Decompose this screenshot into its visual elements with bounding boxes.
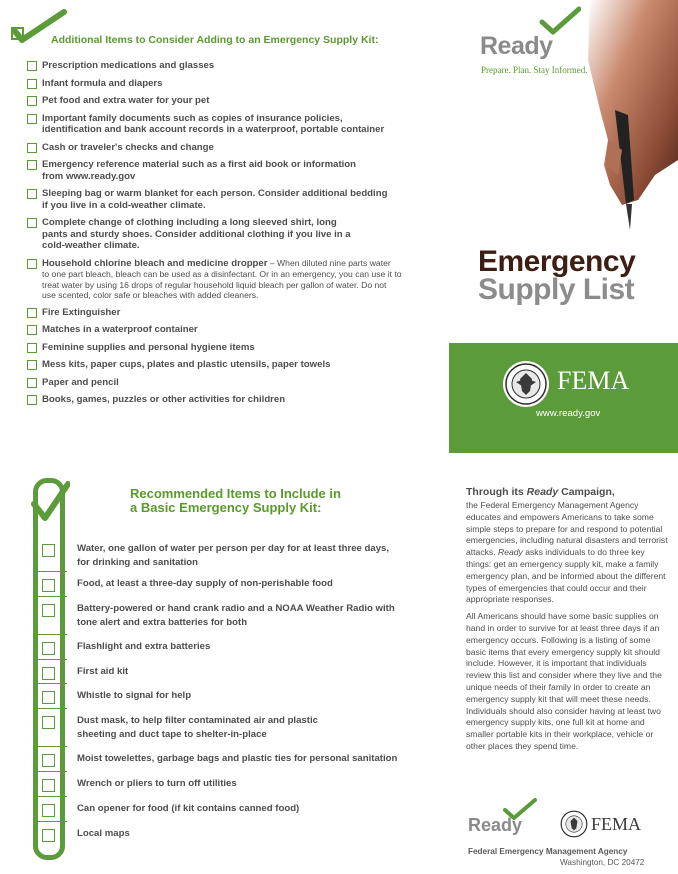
recommended-item: Moist towelettes, garbage bags and plastic ties for personal sanitation	[77, 753, 398, 764]
checkbox[interactable]	[27, 343, 37, 353]
list-item	[27, 188, 427, 211]
checkbox[interactable]	[27, 79, 37, 89]
list-item	[27, 342, 427, 354]
list-item	[27, 394, 427, 406]
dhs-seal-icon	[560, 810, 588, 838]
divider	[37, 683, 67, 684]
item-text: Complete change of clothing including a long sleeved shirt, long pants and sturdy shoes. Consider additional clothing if you live in a cold-weather climate.	[42, 217, 351, 251]
list-item	[27, 359, 427, 371]
recommended-item: Flashlight and extra batteries	[77, 641, 211, 652]
list-item	[27, 142, 427, 154]
item-text: Feminine supplies and personal hygiene items	[42, 341, 255, 353]
checkbox[interactable]	[27, 143, 37, 153]
list-item	[27, 159, 427, 182]
paragraph: All Americans should have some basic supplies on hand in order to survive for at least three days if an emergency occurs. Following is a listing of some basic items that every emergency supply kit should include. However, it is important that individuals review this list and consider where they live and the unique needs of their family in order to create an emergency supply kit that will meet these needs. Individuals should also consider having at least two emergency supply kits, one full kit at home and smaller portable kits in their workplace, vehicle or other places they spend time.	[466, 611, 662, 751]
heading-suffix: Campaign,	[558, 486, 615, 498]
list-item	[27, 60, 427, 72]
fema-logo-footer: FEMA	[591, 814, 642, 834]
item-detail: – When diluted nine parts water to one part bleach, bleach can be used as a disinfectant. Or in an emergency, you can use it to treat water by using 16 drops of regular household liquid bleach per gallon of water. Do not use scented, color safe or bleaches with added cleaners.	[42, 257, 402, 300]
recommended-heading-line1: Recommended Items to Include in	[130, 486, 341, 501]
checkbox[interactable]	[27, 378, 37, 388]
heading-italic: Ready	[526, 486, 559, 498]
checkbox[interactable]	[42, 716, 55, 729]
divider	[37, 771, 67, 772]
item-text: Cash or traveler's checks and change	[42, 141, 214, 153]
ready-logo: Ready	[480, 32, 553, 60]
divider	[37, 659, 67, 660]
divider	[37, 634, 67, 635]
checkbox[interactable]	[27, 61, 37, 71]
item-lead: Household chlorine bleach and medicine dropper	[42, 257, 268, 269]
hand-with-pen-image	[560, 0, 678, 240]
recommended-item: Can opener for food (if kit contains canned food)	[77, 803, 300, 814]
campaign-heading	[466, 486, 615, 498]
heading-prefix: Through its	[466, 486, 527, 498]
checkbox[interactable]	[42, 691, 55, 704]
item-text: Matches in a waterproof container	[42, 324, 198, 335]
checkbox[interactable]	[27, 325, 37, 335]
divider	[37, 796, 67, 797]
item-text: Emergency reference material such as a first aid book or information from www.ready.gov	[42, 159, 357, 182]
checkbox[interactable]	[42, 754, 55, 767]
list-item	[27, 78, 427, 90]
checkbox[interactable]	[27, 259, 37, 269]
checkbox[interactable]	[42, 779, 55, 792]
checkbox[interactable]	[27, 160, 37, 170]
agency-address: Washington, DC 20472	[560, 858, 645, 867]
checkmark-icon	[28, 478, 70, 526]
checkbox[interactable]	[27, 218, 37, 228]
checkbox[interactable]	[42, 667, 55, 680]
checkbox[interactable]	[27, 189, 37, 199]
document-title-line2: Supply List	[478, 273, 635, 306]
list-item	[27, 324, 427, 336]
list-item	[27, 258, 427, 301]
recommended-item: Dust mask, to help filter contaminated air and plastic sheeting and duct tape to shelter-in-place	[77, 715, 318, 740]
document-title-line1: Emergency	[478, 245, 636, 278]
recommended-item: Water, one gallon of water per person per day for at least three days, for drinking and sanitation	[77, 543, 390, 568]
checkbox[interactable]	[27, 308, 37, 318]
list-item	[27, 113, 427, 136]
item-text: Important family documents such as copies of insurance policies, identification and bank account records in a waterproof, portable container	[42, 112, 385, 135]
recommended-item: First aid kit	[77, 666, 129, 677]
website-url[interactable]: www.ready.gov	[536, 408, 601, 419]
item-text: Books, games, puzzles or other activities for children	[42, 394, 286, 405]
checkbox[interactable]	[42, 579, 55, 592]
checkbox[interactable]	[42, 829, 55, 842]
list-item	[27, 377, 427, 389]
recommended-item: Local maps	[77, 828, 130, 839]
checkbox[interactable]	[27, 96, 37, 106]
paragraph-text: the Federal Emergency Management Agency educates and empowers Americans to take some simple steps to prepare for and respond to potential emergencies, including natural disasters and terrorist attacks.	[466, 500, 668, 558]
item-text: Pet food and extra water for your pet	[42, 95, 210, 106]
checkbox[interactable]	[27, 395, 37, 405]
campaign-text	[466, 500, 672, 758]
fema-logo: FEMA	[557, 366, 630, 395]
divider	[37, 596, 67, 597]
checkbox[interactable]	[27, 114, 37, 124]
fema-banner	[449, 343, 678, 453]
item-text: Prescription medications and glasses	[42, 60, 215, 71]
item-text: Infant formula and diapers	[42, 77, 163, 89]
list-item	[27, 217, 427, 252]
ready-tagline: Prepare. Plan. Stay Informed.	[481, 65, 588, 75]
recommended-heading-line2: a Basic Emergency Supply Kit:	[130, 500, 322, 515]
divider	[37, 746, 67, 747]
paragraph-text: asks individuals to do three key things: get an emergency supply kit, make a family emergency plan, and be informed about the different types of emergencies that could occur and their appropriate responses.	[466, 547, 666, 605]
recommended-item: Battery-powered or hand crank radio and a NOAA Weather Radio with tone alert and extra batteries for both	[77, 603, 395, 628]
item-text: Fire Extinguisher	[42, 306, 121, 318]
checkbox[interactable]	[42, 604, 55, 617]
dhs-seal-icon	[502, 360, 550, 408]
divider	[37, 571, 67, 572]
list-item	[27, 307, 427, 319]
additional-items-heading: Additional Items to Consider Adding to an Emergency Supply Kit:	[51, 34, 379, 46]
item-text: Paper and pencil	[42, 376, 119, 388]
paragraph	[466, 500, 672, 606]
divider	[37, 821, 67, 822]
list-item	[27, 95, 427, 107]
divider	[37, 708, 67, 709]
checkbox[interactable]	[27, 360, 37, 370]
recommended-item: Wrench or pliers to turn off utilities	[77, 778, 237, 789]
checkbox[interactable]	[42, 804, 55, 817]
item-text: Sleeping bag or warm blanket for each person. Consider additional bedding if you live in a cold-weather climate.	[42, 188, 388, 211]
checkbox[interactable]	[42, 544, 55, 557]
item-text: Mess kits, paper cups, plates and plastic utensils, paper towels	[42, 359, 331, 370]
agency-name: Federal Emergency Management Agency	[468, 847, 628, 856]
checkbox[interactable]	[42, 642, 55, 655]
item-text	[42, 258, 402, 301]
additional-items-list	[27, 60, 427, 412]
recommended-item: Food, at least a three-day supply of non-perishable food	[77, 578, 333, 589]
paragraph-emphasis: Ready	[498, 547, 523, 558]
ready-logo-footer: Ready	[468, 815, 523, 835]
recommended-item: Whistle to signal for help	[77, 690, 192, 701]
